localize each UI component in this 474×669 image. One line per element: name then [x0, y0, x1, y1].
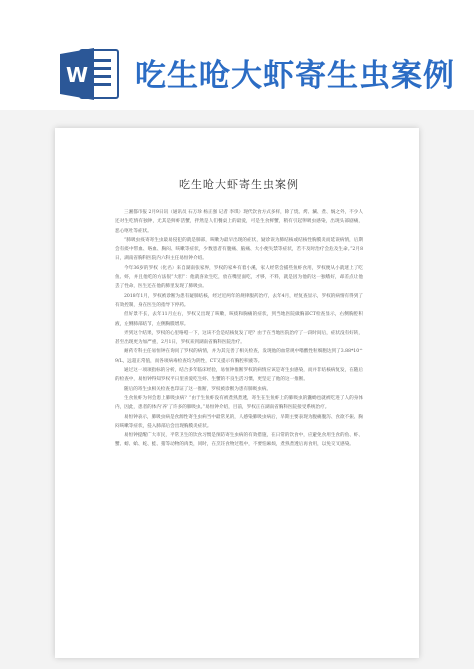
word-document-icon [60, 46, 120, 102]
paragraph: 随后的寄生虫相关检查也印证了这一推断，罗权被诊断为患有肺吸虫病。 [124, 386, 272, 392]
paragraph: 但好景不长，去年11月左右，罗权又出现了咳嗽，咳痰和胸痛的症状，到当地医院做胸部CT检查显示，右侧胸腔积液，左侧肺部结节，左侧胸膜增厚。 [115, 312, 363, 327]
paragraph: 通过这一项项指标的分析，结合多年临床经验，易恒钟推断罗权的病情应该是寄生虫感染，而并非结核病复发，在随后的检查中，易恒钟得知罗权平日里喜爱吃生虾、生蟹的不良生活习惯，更坚定了他的这一推断。 [115, 368, 363, 383]
document-body [115, 176, 363, 450]
banner-header [0, 0, 474, 110]
banner-title: 吃生呛大虾寄生虫案例 [135, 58, 455, 94]
paragraph: “肺吸虫疫寄寄生虫最易侵犯的就是肺部，咳嗽为最早出现的症状，疑诊误为肺结核或结核性胸膜炎而延误病情，后期会有痰中带血、咯血、胸闷、咳嗽等症状，少数患者有腹痛、脑痛、大小便失禁等症状，若不及时治疗会危及生命。”2月8日，湖南省胸科医院内六科主任易恒钟介绍。 [115, 237, 363, 262]
paragraph: 耐药专科主任易恒钟在询问了罗权的病情，并为其完善了相关检查，发现他的血常规中嗜酸性粒细胞达到了3.88*10^9/L，远超正常值，而各项病毒检查均为阴性，CT又提示有胸腔积液等。 [115, 349, 363, 364]
paragraph: 弄到这个结果，罗权的心里咯噔一下，这该不会是结核复发了吧？由于在当地医院治疗了一段时间后，症状没有好转，甚至出现更为加严重，2月1日，罗权来到湖南省胸科医院治疗。 [115, 330, 363, 346]
svg-text:W: W [65, 63, 89, 87]
paragraph: 易恒钟表示，肺吸虫病是食源性寄生虫病当中最常见的，人感染肺吸虫病后，早期主要表现为腹痛腹泻、食欲不振、胸闷咳嗽等症状，侵入肺部后会出现胸膜炎症状。 [115, 414, 363, 429]
paragraph: 今年36岁的罗权（化名）来自湖南张家界，罗权的家乡有着小溪，家人经常会捕些鱼虾食用，罗权便从小就迷上了吃鱼、虾，并且他吃的方法很“大胆”：他就喜欢生吃，放在嘴里面吃，才够，不料，就是因为他的这一独嗜好，却差点让他丢了性命，医生还在他的肺里发现了肺吸虫。 [115, 265, 363, 290]
paragraph: 2018年1月，罗权被诊断为患有疑肺结核，经过近两年的规律服药治疗，去年4月，经复查显示，罗权的病情有得到了有效控制，身在医生的指导下停药。 [115, 293, 363, 308]
document-page [55, 128, 419, 658]
document-title: 吃生呛大虾寄生虫案例 [179, 178, 299, 191]
paragraph: 生食鱼虾为何会患上肺吸虫病？“由于生鱼虾没有被煮熟煮透，寄生在生鱼虾上的肺吸虫的囊蚴也就被吃进了人的身体内，因此，患者的体内‘养’了许多的肺吸虫。”易恒钟介绍，目前，罗权正在湖南省胸科医院接受系统治疗。 [115, 395, 363, 411]
paragraph: 易恒钟提醒广大市民，平常卫生的饮食习惯是预防寄生虫病的有效措施，在日常的饮食中，应避免食用生食的鱼、虾、蟹、螃、蛤、蛇、蛙、猪等动物的肉类，同时，在烹饪食物过程中，不要怕麻烦，煮熟煮透后再食用，以免交叉感染。 [115, 433, 363, 448]
paragraph: 三湘都市报 2月9日讯（通讯员 石万珍 杨正强 记者 李琪）现代饮食方式多样，除了烧、烤、涮、煮、焖之外，不少人还对生吃情有独钟，尤其是鲜虾活蟹，拌然是人们餐桌上的最爱，可是生食鲜蟹，稍有引起卵吸虫感染，出现头部剧痛，恶心呕吐等症状。 [115, 210, 363, 234]
